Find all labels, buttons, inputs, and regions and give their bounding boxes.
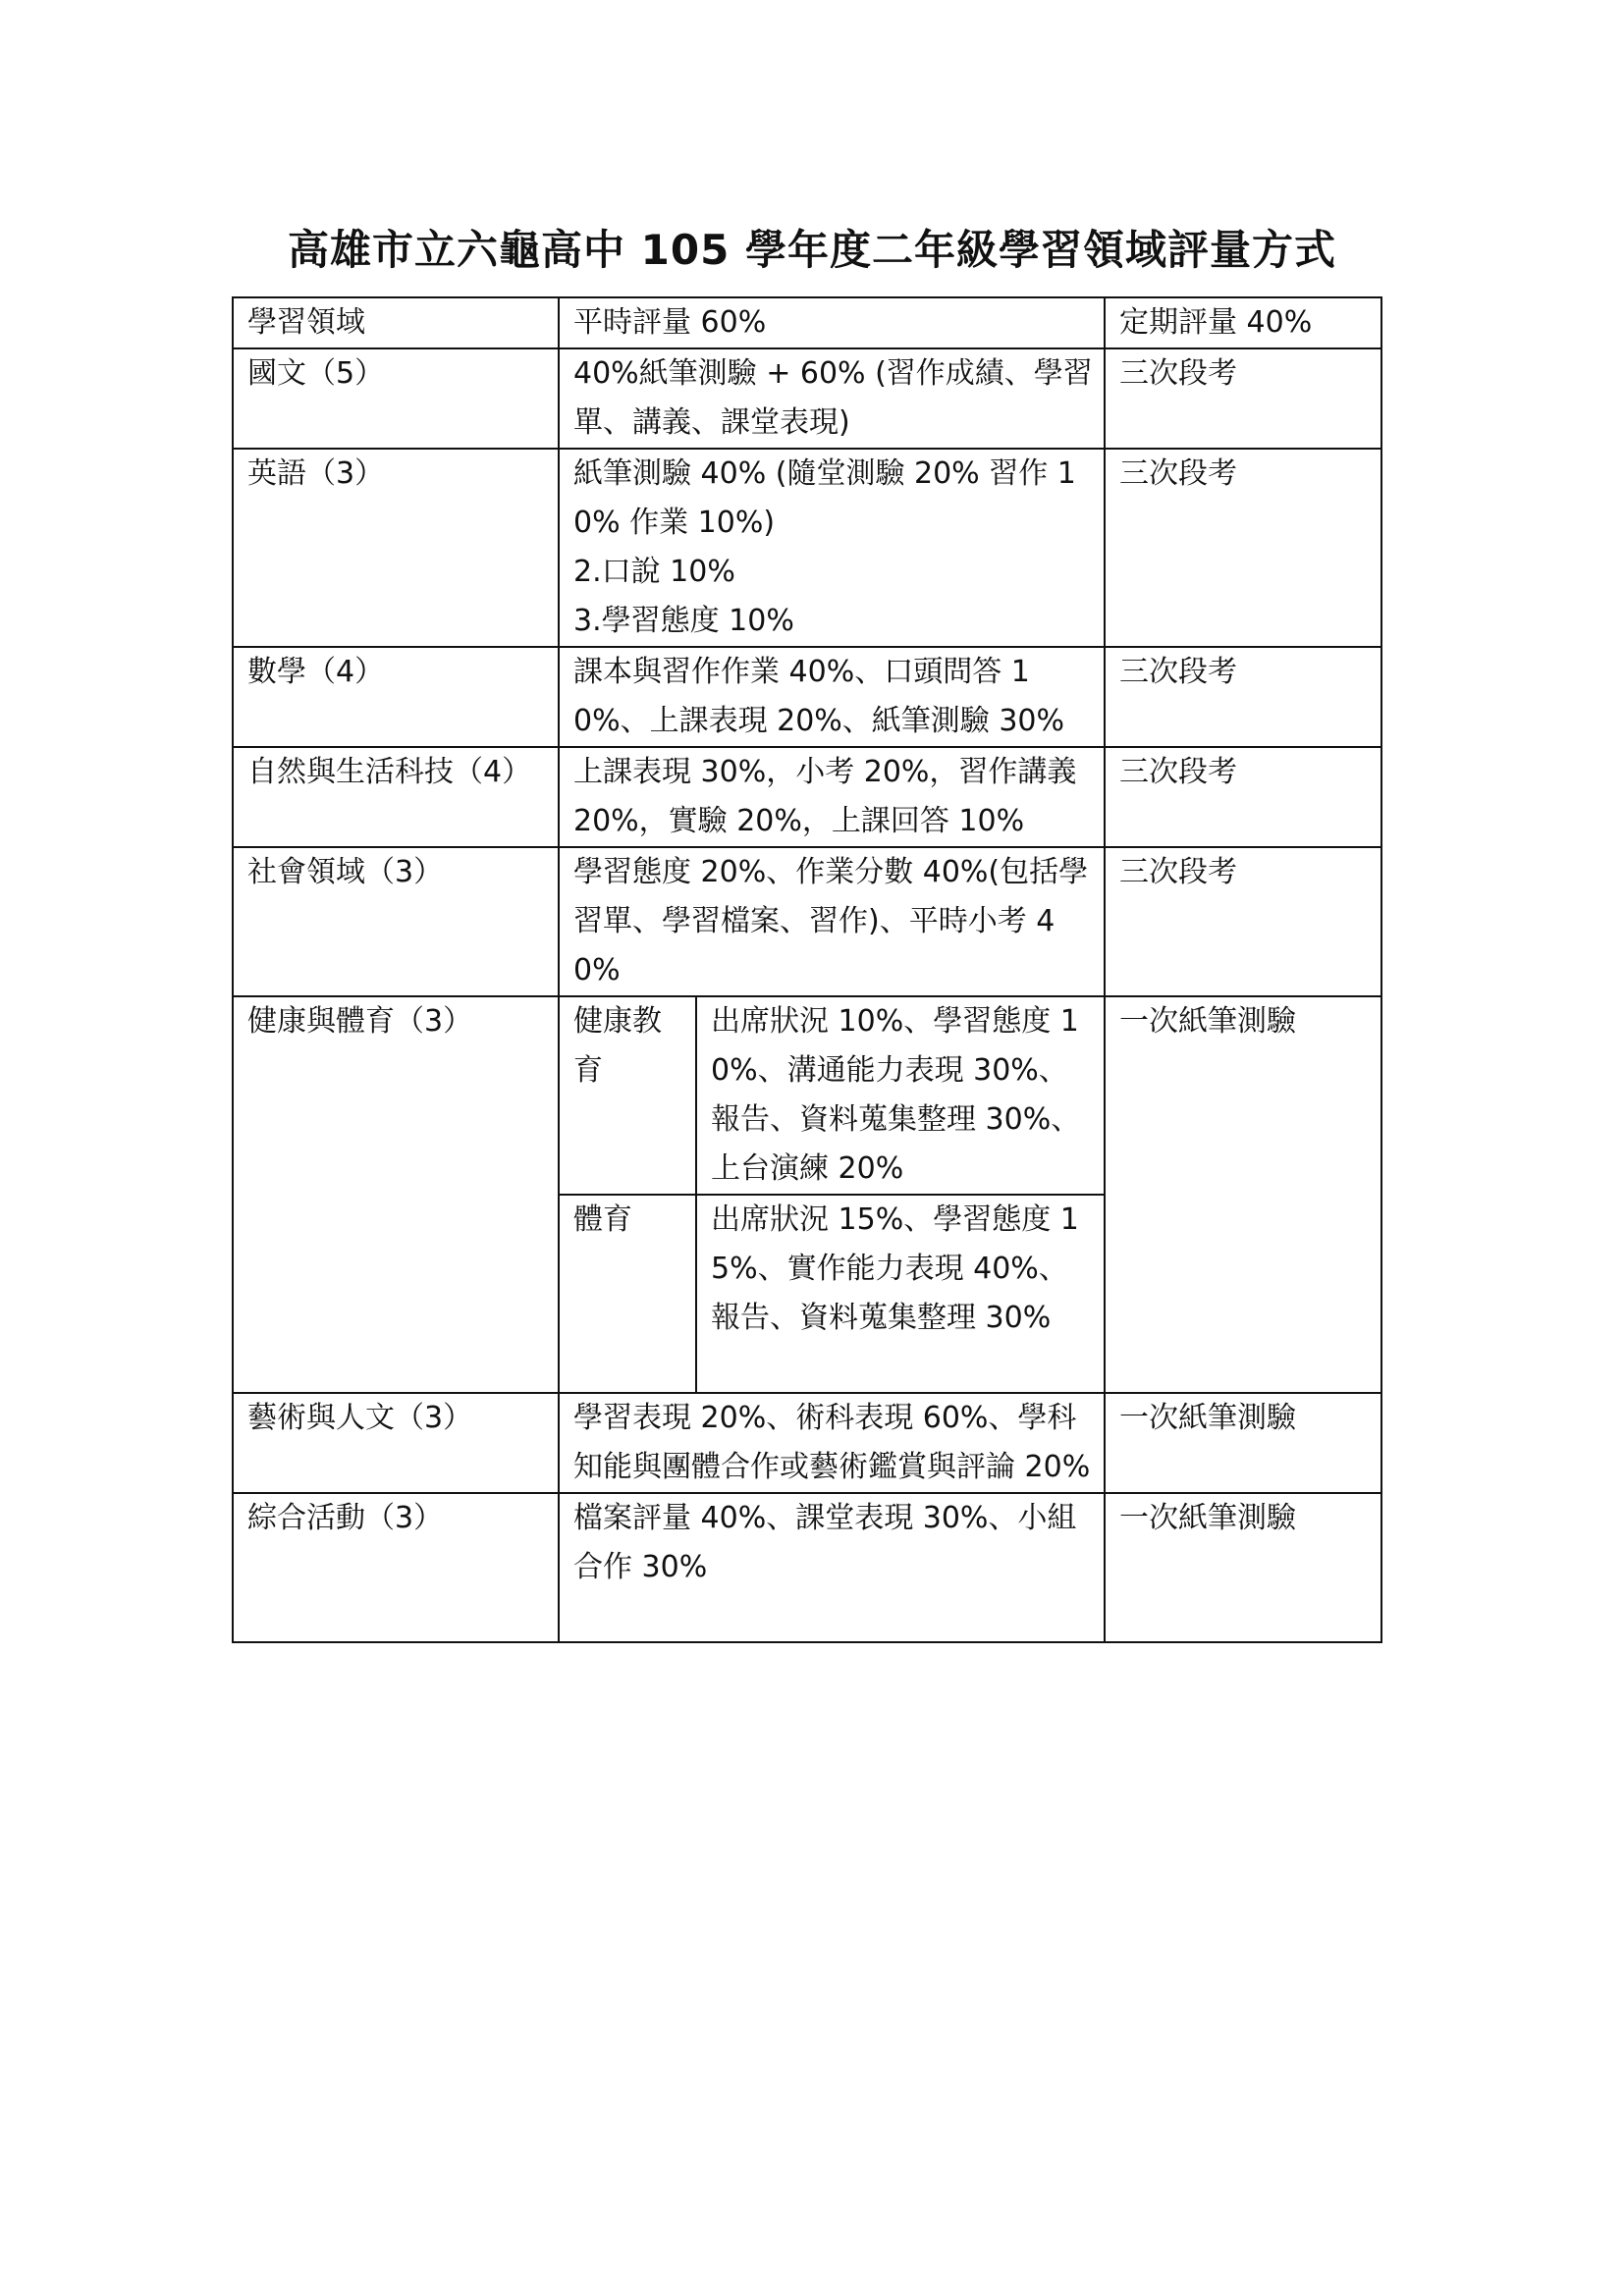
table-row [233, 996, 1381, 1195]
subject-cell: 英語（3） [233, 449, 559, 647]
regular-assessment-line: 2.口說 10% [573, 555, 735, 589]
header-regular-assessment: 平時評量 60% [559, 297, 1105, 348]
regular-assessment-cell: 檔案評量 40%、課堂表現 30%、小組合作 30% [559, 1493, 1105, 1642]
periodic-assessment-cell: 三次段考 [1105, 348, 1381, 449]
table-row [233, 1493, 1381, 1642]
regular-assessment-line: 3.學習態度 10% [573, 604, 794, 638]
table-row [233, 847, 1381, 996]
regular-assessment-cell: 課本與習作作業 40%、口頭問答 10%、上課表現 20%、紙筆測驗 30% [559, 647, 1105, 747]
subject-cell: 健康與體育（3） [233, 996, 559, 1393]
subject-cell: 社會領域（3） [233, 847, 559, 996]
regular-assessment-cell: 40%紙筆測驗 + 60% (習作成績、學習單、講義、課堂表現) [559, 348, 1105, 449]
subject-cell: 自然與生活科技（4） [233, 747, 559, 847]
regular-assessment-cell: 學習態度 20%、作業分數 40%(包括學習單、學習檔案、習作)、平時小考 40% [559, 847, 1105, 996]
table-row [233, 647, 1381, 747]
table-row [233, 1393, 1381, 1493]
header-periodic-assessment: 定期評量 40% [1105, 297, 1381, 348]
regular-assessment-cell [559, 449, 1105, 647]
header-subject: 學習領域 [233, 297, 559, 348]
regular-assessment-cell: 學習表現 20%、術科表現 60%、學科知能與團體合作或藝術鑑賞與評論 20% [559, 1393, 1105, 1493]
periodic-assessment-cell: 一次紙筆測驗 [1105, 1393, 1381, 1493]
subject-cell: 國文（5） [233, 348, 559, 449]
table-row [233, 449, 1381, 647]
table-header-row [233, 297, 1381, 348]
periodic-assessment-cell: 三次段考 [1105, 747, 1381, 847]
subject-cell: 藝術與人文（3） [233, 1393, 559, 1493]
periodic-assessment-cell: 三次段考 [1105, 449, 1381, 647]
table-row [233, 348, 1381, 449]
page-title: 高雄市立六龜高中 105 學年度二年級學習領域評量方式 [288, 226, 1336, 274]
regular-assessment-cell: 出席狀況 10%、學習態度 10%、溝通能力表現 30%、報告、資料蒐集整理 30%、上台演練 20% [696, 996, 1105, 1195]
periodic-assessment-cell: 一次紙筆測驗 [1105, 1493, 1381, 1642]
grading-table [232, 296, 1382, 1643]
periodic-assessment-cell: 三次段考 [1105, 847, 1381, 996]
regular-assessment-line: 紙筆測驗 40% (隨堂測驗 20% 習作 10% 作業 10%) [573, 456, 1076, 540]
sub-subject-cell-health: 健康教育 [559, 996, 696, 1195]
sub-subject-cell-pe: 體育 [559, 1195, 696, 1393]
subject-cell: 綜合活動（3） [233, 1493, 559, 1642]
periodic-assessment-cell: 三次段考 [1105, 647, 1381, 747]
table-row [233, 747, 1381, 847]
periodic-assessment-cell: 一次紙筆測驗 [1105, 996, 1381, 1393]
regular-assessment-cell: 上課表現 30%，小考 20%，習作講義 20%，實驗 20%，上課回答 10% [559, 747, 1105, 847]
subject-cell: 數學（4） [233, 647, 559, 747]
regular-assessment-cell: 出席狀況 15%、學習態度 15%、實作能力表現 40%、報告、資料蒐集整理 30% [696, 1195, 1105, 1393]
